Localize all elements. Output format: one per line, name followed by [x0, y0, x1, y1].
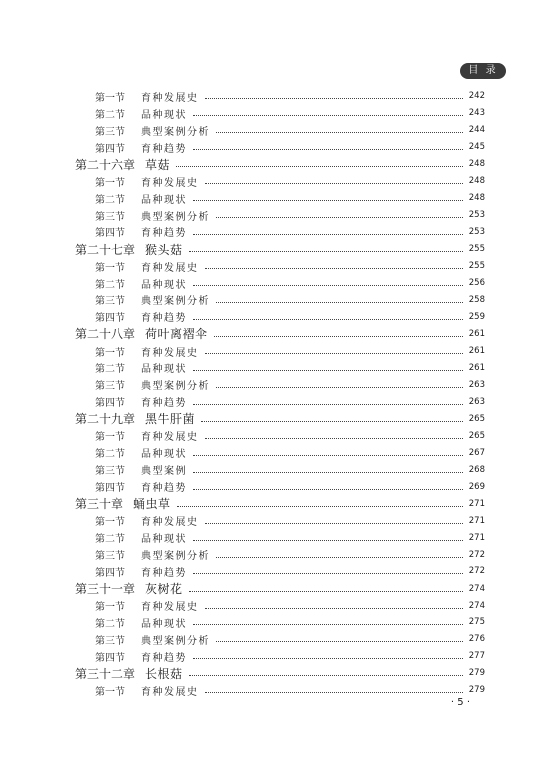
dot-leader [216, 386, 463, 388]
dot-leader [214, 335, 463, 337]
dot-leader [216, 131, 463, 133]
dot-leader [189, 674, 463, 676]
toc-section-row[interactable] [95, 275, 485, 292]
toc-page-number: 253 [468, 226, 485, 237]
toc-page-number: 255 [468, 261, 485, 272]
dot-leader [205, 607, 464, 609]
section-number: 第二节 [95, 279, 125, 291]
toc-chapter-row[interactable] [75, 495, 485, 512]
section-number: 第二节 [95, 109, 125, 121]
section-title: 育种趋势 [141, 228, 187, 240]
section-title: 品种现状 [141, 109, 187, 121]
section-number: 第三节 [95, 296, 125, 308]
section-number: 第二节 [95, 618, 125, 630]
section-number: 第二节 [95, 194, 125, 206]
section-number: 第一节 [95, 262, 125, 274]
section-number: 第四节 [95, 652, 125, 664]
toc-page-number: 276 [468, 634, 485, 645]
toc-section-row[interactable] [95, 597, 485, 614]
section-title: 育种发展史 [141, 517, 199, 529]
section-title: 育种趋势 [141, 143, 187, 155]
section-number: 第一节 [95, 686, 125, 698]
toc-section-row[interactable] [95, 122, 485, 139]
dot-leader [205, 352, 464, 354]
section-title: 品种现状 [141, 534, 187, 546]
toc-chapter-row[interactable] [75, 410, 485, 427]
toc-section-row[interactable] [95, 682, 485, 699]
toc-page-number: 277 [468, 651, 485, 662]
section-number: 第四节 [95, 398, 125, 410]
chapter-number: 第二十八章 [75, 327, 136, 342]
toc-section-row[interactable] [95, 444, 485, 461]
dot-leader [193, 114, 463, 116]
dot-leader [193, 471, 463, 473]
dot-leader [193, 623, 463, 625]
chapter-title: 草菇 [145, 157, 171, 172]
section-number: 第四节 [95, 567, 125, 579]
dot-leader [189, 590, 463, 592]
toc-section-row[interactable] [95, 292, 485, 309]
section-title: 育种发展史 [141, 432, 199, 444]
toc-section-row[interactable] [95, 478, 485, 495]
section-title: 育种发展史 [141, 177, 199, 189]
section-number: 第二节 [95, 534, 125, 546]
chapter-title: 长根菇 [145, 666, 183, 681]
toc-page-number: 265 [468, 430, 485, 441]
toc-section-row[interactable] [95, 224, 485, 241]
dot-leader [193, 199, 463, 201]
dot-leader [216, 301, 463, 303]
toc-section-row[interactable] [95, 139, 485, 156]
section-title: 育种发展史 [141, 262, 199, 274]
toc-section-row[interactable] [95, 88, 485, 105]
section-title: 育种趋势 [141, 567, 187, 579]
section-title: 典型案例分析 [141, 635, 210, 647]
chapter-number: 第三十一章 [75, 582, 136, 596]
section-title: 育种趋势 [141, 483, 187, 495]
section-number: 第二节 [95, 449, 125, 461]
toc-section-row[interactable] [95, 614, 485, 631]
page-number: · 5 · [450, 697, 470, 708]
chapter-number: 第三十二章 [75, 666, 136, 681]
dot-leader [193, 318, 463, 320]
section-title: 典型案例分析 [141, 381, 210, 393]
toc-page-number: 248 [468, 176, 485, 187]
toc-page-number: 263 [468, 396, 485, 407]
dot-leader [205, 182, 464, 184]
dot-leader [216, 640, 463, 642]
toc-section-row[interactable] [95, 648, 485, 665]
toc-section-row[interactable] [95, 359, 485, 376]
toc-section-row[interactable] [95, 173, 485, 190]
toc-section-row[interactable] [95, 563, 485, 580]
toc-chapter-row[interactable] [75, 240, 485, 257]
toc-section-row[interactable] [95, 529, 485, 546]
toc-page-number: 261 [468, 328, 485, 339]
toc-section-row[interactable] [95, 546, 485, 563]
chapter-number: 第二十七章 [75, 242, 136, 257]
toc-section-row[interactable] [95, 427, 485, 444]
dot-leader [193, 657, 463, 659]
toc-section-row[interactable] [95, 343, 485, 360]
toc-page-number: 248 [468, 193, 485, 204]
section-number: 第四节 [95, 143, 125, 155]
toc-section-row[interactable] [95, 105, 485, 122]
chapter-title: 黑牛肝菌 [145, 412, 196, 427]
toc-page-number: 256 [468, 278, 485, 289]
toc-section-row[interactable] [95, 190, 485, 207]
section-title: 育种趋势 [141, 652, 187, 664]
dot-leader [193, 454, 463, 456]
section-number: 第一节 [95, 432, 125, 444]
dot-leader [193, 284, 463, 286]
toc-page-number: 253 [468, 210, 485, 221]
section-title: 典型案例分析 [141, 551, 210, 563]
section-title: 典型案例分析 [141, 126, 210, 138]
toc-page-number: 243 [468, 108, 485, 119]
dot-leader [193, 369, 463, 371]
dot-leader [205, 691, 464, 693]
chapter-title: 荷叶离褶伞 [145, 327, 208, 342]
section-number: 第三节 [95, 635, 125, 647]
section-number: 第四节 [95, 313, 125, 325]
toc-page-number: 269 [468, 481, 485, 492]
section-number: 第三节 [95, 381, 125, 393]
section-number: 第四节 [95, 483, 125, 495]
section-title: 育种发展史 [141, 602, 199, 614]
section-title: 典型案例分析 [141, 296, 210, 308]
dot-leader [216, 216, 463, 218]
toc-page-number: 248 [468, 159, 485, 170]
toc-section-row[interactable] [95, 512, 485, 529]
chapter-title: 灰树花 [145, 582, 183, 596]
toc-page-number: 258 [468, 294, 485, 305]
section-number: 第一节 [95, 347, 125, 359]
chapter-title: 猴头菇 [145, 242, 183, 257]
toc-section-row[interactable] [95, 376, 485, 393]
section-title: 育种发展史 [141, 92, 199, 104]
toc-section-row[interactable] [95, 207, 485, 224]
toc-page-number: 242 [468, 91, 485, 102]
toc-section-row[interactable] [95, 393, 485, 410]
toc-page-number: 271 [468, 515, 485, 526]
dot-leader [205, 522, 464, 524]
toc-page-number: 271 [468, 498, 485, 509]
section-number: 第三节 [95, 126, 125, 138]
section-title: 育种发展史 [141, 347, 199, 359]
dot-leader [205, 267, 464, 269]
table-of-contents [0, 88, 550, 699]
dot-leader [193, 233, 463, 235]
section-title: 典型案例分析 [141, 211, 210, 223]
section-title: 育种趋势 [141, 398, 187, 410]
toc-section-row[interactable] [95, 258, 485, 275]
toc-page-number: 279 [468, 685, 485, 696]
toc-section-row[interactable] [95, 631, 485, 648]
dot-leader [193, 488, 463, 490]
toc-section-row[interactable] [95, 308, 485, 325]
dot-leader [193, 148, 463, 150]
section-number: 第一节 [95, 177, 125, 189]
toc-page-number: 271 [468, 532, 485, 543]
toc-section-row[interactable] [95, 461, 485, 478]
toc-page-number: 259 [468, 311, 485, 322]
toc-page-number: 274 [468, 583, 485, 594]
toc-page-number: 263 [468, 379, 485, 390]
toc-chapter-row[interactable] [75, 665, 485, 682]
toc-page-number: 261 [468, 346, 485, 357]
toc-page-number: 272 [468, 566, 485, 577]
toc-page-number: 244 [468, 125, 485, 136]
toc-chapter-row[interactable] [75, 325, 485, 342]
toc-page-number: 272 [468, 549, 485, 560]
toc-chapter-row[interactable] [75, 156, 485, 173]
chapter-number: 第二十六章 [75, 157, 136, 172]
toc-page-number: 261 [468, 362, 485, 373]
section-number: 第三节 [95, 466, 125, 478]
dot-leader [176, 165, 463, 167]
section-title: 品种现状 [141, 279, 187, 291]
dot-leader [205, 97, 464, 99]
section-number: 第三节 [95, 551, 125, 563]
dot-leader [193, 572, 463, 574]
toc-header-badge: 目 录 [460, 63, 506, 79]
section-title: 育种趋势 [141, 313, 187, 325]
section-title: 典型案例 [141, 466, 187, 478]
toc-page-number: 245 [468, 142, 485, 153]
section-number: 第三节 [95, 211, 125, 223]
toc-page-number: 275 [468, 617, 485, 628]
dot-leader [216, 556, 463, 558]
section-title: 品种现状 [141, 618, 187, 630]
dot-leader [177, 505, 463, 507]
dot-leader [193, 539, 463, 541]
section-number: 第一节 [95, 602, 125, 614]
section-number: 第一节 [95, 92, 125, 104]
section-title: 育种发展史 [141, 686, 199, 698]
toc-page-number: 255 [468, 244, 485, 255]
chapter-number: 第三十章 [75, 497, 124, 512]
chapter-title: 蛹虫草 [133, 497, 171, 512]
toc-chapter-row[interactable] [75, 580, 485, 597]
toc-page-number: 267 [468, 447, 485, 458]
dot-leader [205, 437, 464, 439]
toc-page-number: 279 [468, 668, 485, 679]
section-number: 第四节 [95, 228, 125, 240]
toc-page-number: 274 [468, 600, 485, 611]
dot-leader [201, 420, 463, 422]
section-title: 品种现状 [141, 194, 187, 206]
section-number: 第一节 [95, 517, 125, 529]
dot-leader [193, 403, 463, 405]
dot-leader [189, 250, 463, 252]
toc-page-number: 265 [468, 413, 485, 424]
section-number: 第二节 [95, 364, 125, 376]
section-title: 品种现状 [141, 364, 187, 376]
section-title: 品种现状 [141, 449, 187, 461]
toc-page-number: 268 [468, 464, 485, 475]
chapter-number: 第二十九章 [75, 412, 136, 427]
